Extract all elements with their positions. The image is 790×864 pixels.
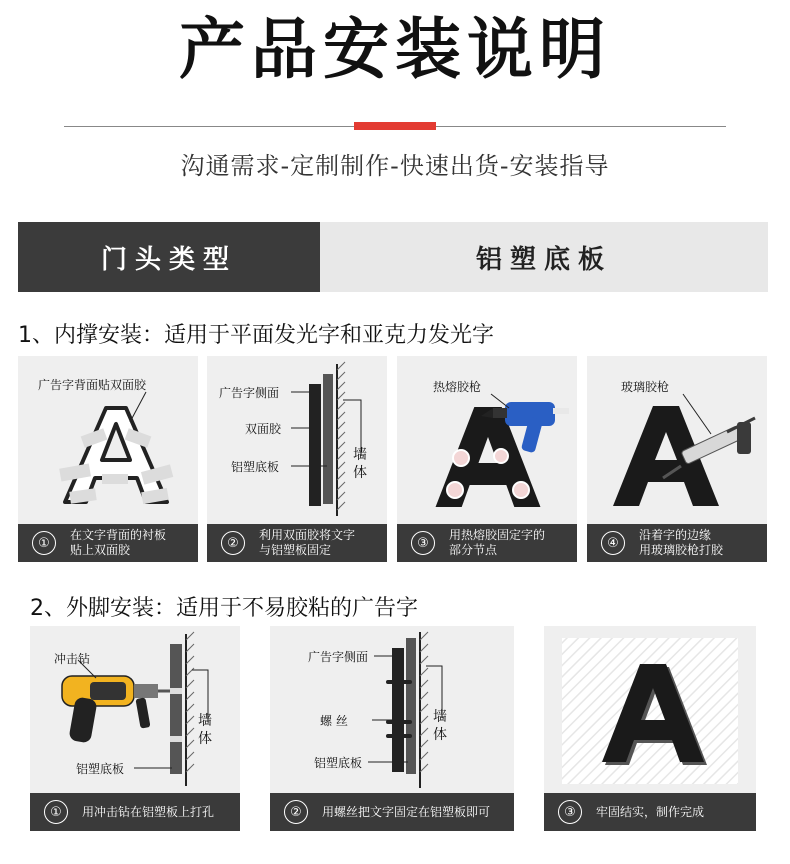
label-wall: 墙体: [198, 713, 212, 747]
tab-storefront-type[interactable]: 门头类型: [18, 222, 320, 292]
caulk-gun-illustration: [587, 356, 767, 526]
step-caption: ② 利用双面胶将文字 与铝塑板固定: [207, 524, 387, 562]
step-number: ④: [601, 531, 625, 555]
label-board: 铝塑底板: [76, 762, 125, 776]
step-caption: ① 在文字背面的衬板 贴上双面胶: [18, 524, 198, 562]
label-back-tape: 广告字背面贴双面胶: [38, 378, 147, 392]
step-card-1-2: [207, 356, 387, 562]
step-card-2-3: [544, 626, 756, 831]
page-title: 产品安装说明: [179, 11, 611, 88]
step-caption: ④ 沿着字的边缘 用玻璃胶枪打胶: [587, 524, 767, 562]
step-card-1-1: [18, 356, 198, 562]
label-hot-glue-gun: 热熔胶枪: [433, 380, 482, 394]
step-number: ③: [558, 800, 582, 824]
section-2-heading: 2、外脚安装：适用于不易胶粘的广告字: [30, 596, 418, 621]
step-caption: ① 用冲击钻在铝塑板上打孔: [30, 793, 240, 831]
side-section-illustration: [207, 356, 387, 526]
label-screw: 螺 丝: [320, 714, 348, 728]
step-card-1-3: [397, 356, 577, 562]
finished-letter-illustration: [544, 626, 756, 794]
label-drill: 冲击钻: [54, 652, 91, 666]
step-card-2-1: [30, 626, 240, 831]
step-number: ③: [411, 531, 435, 555]
label-wall: 墙体: [433, 709, 447, 743]
screw-section-illustration: [270, 626, 514, 794]
label-caulk-gun: 玻璃胶枪: [621, 380, 670, 394]
label-board: 铝塑底板: [314, 756, 363, 770]
tab-aluminum-board[interactable]: 铝塑底板: [320, 222, 768, 292]
step-number: ②: [221, 531, 245, 555]
label-board: 铝塑底板: [231, 460, 280, 474]
step-card-2-2: [270, 626, 514, 831]
label-letter-side: 广告字侧面: [308, 650, 369, 664]
step-caption: ② 用螺丝把文字固定在铝塑板即可: [270, 793, 514, 831]
hot-glue-illustration: [397, 356, 577, 526]
drill-icon: [62, 676, 176, 744]
page-subtitle: 沟通需求-定制制作-快速出货-安装指导: [180, 152, 610, 180]
step-number: ①: [32, 531, 56, 555]
step-card-1-4: [587, 356, 767, 562]
label-wall: 墙体: [353, 447, 367, 481]
section-1-heading: 1、内撑安装：适用于平面发光字和亚克力发光字: [18, 323, 494, 348]
divider-accent: [354, 122, 436, 130]
step-number: ①: [44, 800, 68, 824]
tab-bar: [18, 222, 768, 292]
step-caption: ③ 牢固结实，制作完成: [544, 793, 756, 831]
label-letter-side: 广告字侧面: [219, 386, 280, 400]
label-tape: 双面胶: [245, 422, 282, 436]
step-number: ②: [284, 800, 308, 824]
step-caption: ③ 用热熔胶固定字的 部分节点: [397, 524, 577, 562]
